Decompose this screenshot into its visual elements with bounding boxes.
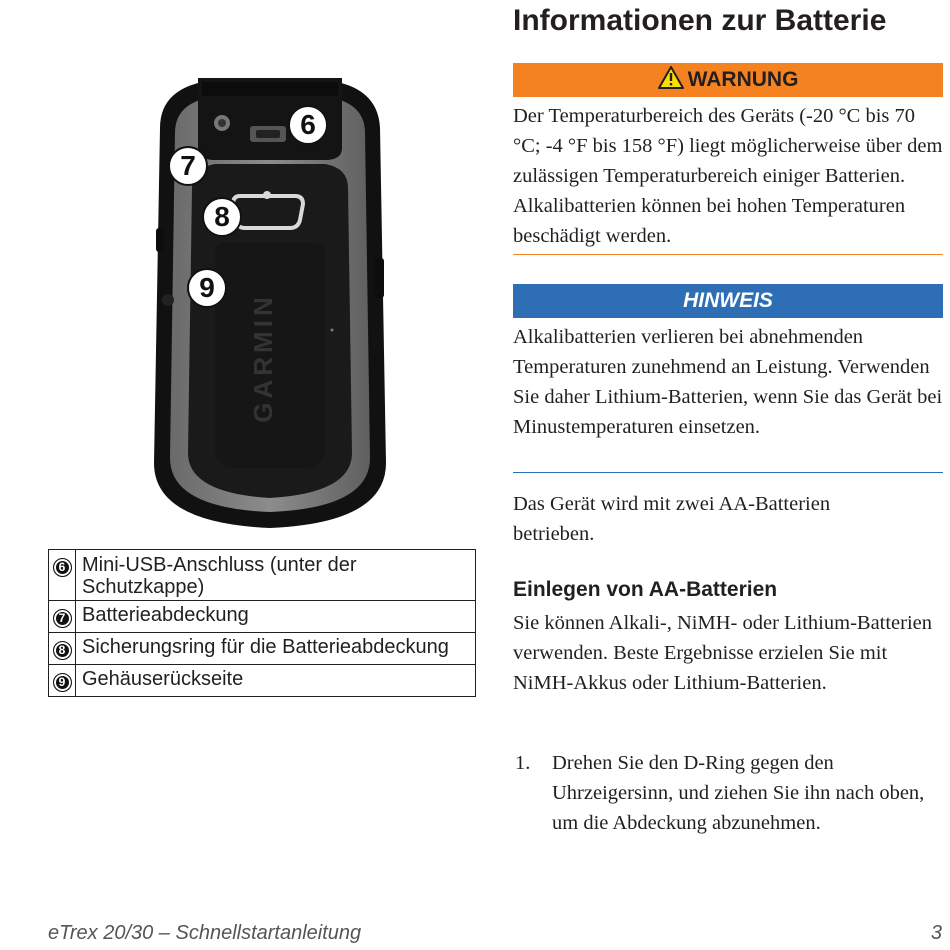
warning-label: WARNUNG — [687, 68, 799, 91]
legend-number-badge: 6 — [53, 558, 72, 577]
legend-text: Mini-USB-Anschluss (unter der Schutzkappe) — [76, 550, 476, 601]
callout-7: 7 — [168, 146, 208, 186]
section-title: Informationen zur Batterie — [513, 4, 887, 37]
brand-wordmark: GARMIN — [248, 293, 278, 423]
device-illustration — [120, 68, 420, 530]
notice-text: Alkalibatterien verlieren bei abnehmenden Temperaturen zunehmend an Leistung. Verwenden Sie daher Lithium-Batterien, wenn Sie das Gerät bei Minustemperaturen einsetzen. — [513, 326, 943, 438]
callout-6: 6 — [288, 105, 328, 145]
figure-legend-table — [48, 549, 476, 697]
legend-row — [49, 665, 476, 697]
callout-8: 8 — [202, 197, 242, 237]
footer-doc-title: eTrex 20/30 – Schnellstartanleitung — [48, 922, 362, 944]
warning-text: Der Temperaturbereich des Geräts (-20 °C bis 70 °C; -4 °F bis 158 °F) liegt möglicherweise über dem zulässigen Temperaturbereich einiger Batterien. Alkalibatterien können bei hohen Temperaturen beschädigt werden. — [513, 105, 943, 247]
legend-text: Gehäuserückseite — [76, 665, 476, 697]
subsection-title: Einlegen von AA-Batterien — [513, 578, 778, 601]
footer-page-number: 3 — [930, 922, 942, 944]
warning-banner — [513, 63, 943, 97]
warning-divider — [513, 254, 943, 255]
callout-9: 9 — [187, 268, 227, 308]
legend-row — [49, 550, 476, 601]
notice-label: HINWEIS — [683, 289, 773, 312]
legend-text: Sicherungsring für die Batterieabdeckung — [76, 633, 476, 665]
step-number: 1. — [515, 752, 531, 774]
subsection-intro: Sie können Alkali-, NiMH- oder Lithium-Batterien verwenden. Beste Ergebnisse erzielen Sie mit NiMH-Akkus oder Lithium-Batterien. — [513, 612, 933, 694]
step-text: Drehen Sie den D-Ring gegen den Uhrzeigersinn, und ziehen Sie ihn nach oben, um die Abdeckung abzunehmen. — [552, 752, 925, 834]
legend-text: Batterieabdeckung — [76, 601, 476, 633]
device-back-figure — [120, 68, 420, 530]
legend-row — [49, 633, 476, 665]
legend-row — [49, 601, 476, 633]
warning-icon — [658, 66, 684, 89]
legend-number-badge: 9 — [53, 673, 72, 692]
battery-info-paragraph: Das Gerät wird mit zwei AA-Batterien betrieben. — [513, 493, 831, 545]
notice-banner — [513, 284, 943, 318]
legend-number-badge: 7 — [53, 609, 72, 628]
notice-divider — [513, 472, 943, 473]
legend-number-badge: 8 — [53, 641, 72, 660]
